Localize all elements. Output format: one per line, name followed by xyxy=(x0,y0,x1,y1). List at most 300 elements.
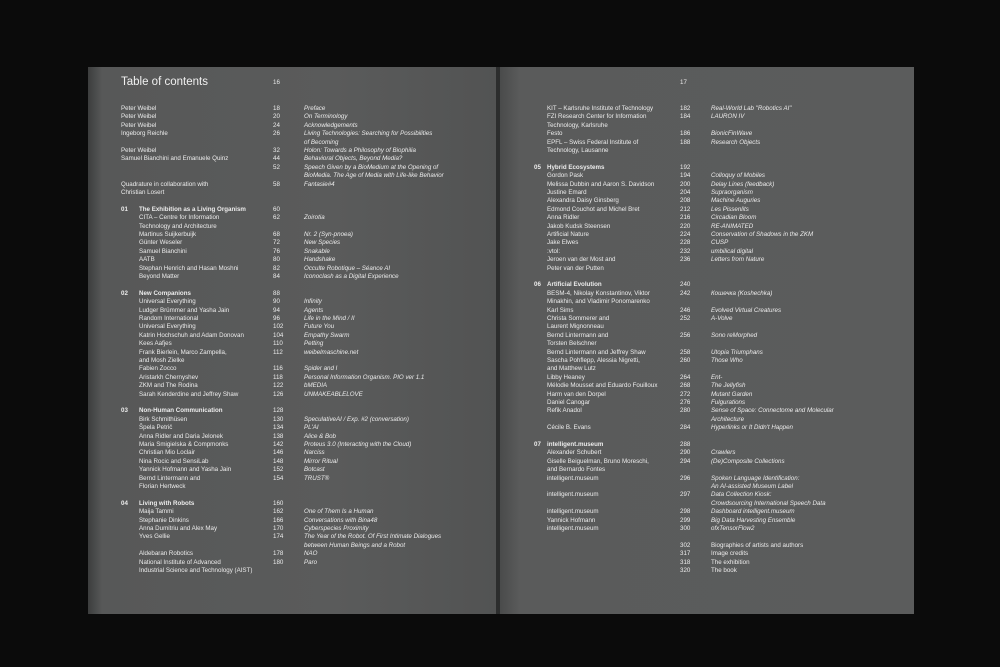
toc-entry xyxy=(534,357,904,365)
toc-entry xyxy=(534,139,904,147)
entry-page: 180 xyxy=(273,558,284,566)
entry-page: 118 xyxy=(273,373,283,381)
toc-entry xyxy=(121,466,491,474)
entry-page: 298 xyxy=(680,508,691,516)
entry-title: NAO xyxy=(304,550,318,558)
toc-entry xyxy=(534,407,904,415)
section-number: 03 xyxy=(121,407,128,415)
toc-entry xyxy=(534,323,904,331)
entry-title: Future You xyxy=(304,323,335,331)
entry-author: Universal Everything xyxy=(139,298,196,306)
entry-page: 76 xyxy=(273,247,280,255)
left-page xyxy=(88,67,498,614)
entry-title: Spoken Language Identification: xyxy=(711,474,800,482)
toc-entry xyxy=(121,424,491,432)
entry-author: Technology, Karlsruhe xyxy=(547,121,608,129)
toc-entry xyxy=(534,214,904,222)
toc-entry xyxy=(534,147,904,155)
entry-page: 146 xyxy=(273,449,284,457)
toc-entry xyxy=(121,231,491,239)
entry-author: Aristarkh Chernyshev xyxy=(139,373,199,381)
entry-title: A-Volve xyxy=(711,315,733,322)
entry-title: Hyperlinks or It Didn't Happen xyxy=(711,424,793,432)
entry-author: Beyond Matter xyxy=(139,273,180,280)
entry-title: between Human Beings and a Robot xyxy=(304,541,406,549)
entry-title: Ent- xyxy=(711,373,723,381)
entry-title: Mirror Ritual xyxy=(304,457,338,465)
entry-page: 96 xyxy=(273,315,280,322)
toc-entry xyxy=(121,281,491,289)
entry-author: Anna Dumitriu and Alex May xyxy=(139,525,218,532)
toc-entry xyxy=(121,206,491,214)
entry-title: Life in the Mind / II xyxy=(304,315,355,322)
toc-entry xyxy=(121,416,491,424)
entry-author: Bernd Lintermann and xyxy=(139,474,201,482)
entry-author: and Matthew Lutz xyxy=(547,365,596,373)
entry-author: Fabien Zocco xyxy=(139,365,177,373)
right-page xyxy=(500,67,914,614)
toc-entry xyxy=(534,113,904,121)
entry-author: Jeroen van der Most and xyxy=(547,256,616,264)
entry-title: Conservation of Shadows in the ZKM xyxy=(711,231,814,238)
toc-entry xyxy=(534,416,904,424)
toc-entry xyxy=(121,483,491,491)
toc-entry xyxy=(534,273,904,281)
toc-entry xyxy=(534,181,904,189)
entry-page: 192 xyxy=(680,163,691,171)
section-number: 06 xyxy=(534,281,541,289)
entry-page: 126 xyxy=(273,390,284,398)
entry-page: 188 xyxy=(680,138,691,146)
entry-author: Samuel Bianchini and Emanuele Quinz xyxy=(121,155,229,163)
toc-entry xyxy=(534,298,904,306)
entry-author: Technology and Architecture xyxy=(139,222,217,230)
toc-entry xyxy=(534,265,904,273)
toc-entry xyxy=(121,525,491,533)
entry-page: 300 xyxy=(680,525,691,532)
entry-title: Iconoclash as a Digital Experience xyxy=(304,273,399,280)
entry-title: Research Objects xyxy=(711,138,761,146)
entry-title: Conversations with Bina48 xyxy=(304,516,378,524)
entry-title: Sono reMorphed xyxy=(711,331,758,339)
entry-title: Architecture xyxy=(711,415,745,423)
entry-author: Christian Losert xyxy=(121,189,165,196)
toc-entry xyxy=(534,281,904,289)
entry-page: 184 xyxy=(680,113,691,121)
toc-entry xyxy=(121,357,491,365)
entry-page: 142 xyxy=(273,441,284,448)
toc-entry xyxy=(121,181,491,189)
entry-title: Preface xyxy=(304,105,326,112)
entry-page: 102 xyxy=(273,323,284,331)
toc-entry xyxy=(121,239,491,247)
entry-title: An AI-assisted Museum Label xyxy=(711,483,793,490)
toc-entry xyxy=(121,550,491,558)
entry-author: intelligent.museum xyxy=(547,508,599,516)
entry-page: 134 xyxy=(273,424,284,432)
entry-author: Technology, Lausanne xyxy=(547,147,609,154)
entry-author: Industrial Science and Technology (AIST) xyxy=(139,567,253,574)
entry-page: 88 xyxy=(273,289,280,297)
entry-page: 280 xyxy=(680,407,691,415)
page-number: 17 xyxy=(680,79,687,86)
toc-entry xyxy=(121,164,491,172)
entry-title: Letters from Nature xyxy=(711,256,765,264)
entry-title: Delay Lines (feedback) xyxy=(711,180,775,188)
entry-author: Yannick Hofmann and Yasha Jain xyxy=(139,466,232,474)
entry-page: 110 xyxy=(273,340,283,348)
toc-entry xyxy=(121,567,491,575)
toc-entry xyxy=(534,197,904,205)
entry-title: Sense of Space: Connectome and Molecular xyxy=(711,407,834,415)
entry-author: Quadrature in collaboration with xyxy=(121,180,209,188)
entry-page: 240 xyxy=(680,281,691,289)
entry-title: Colloquy of Mobiles xyxy=(711,172,765,180)
entry-title: Big Data Harvesting Ensemble xyxy=(711,516,796,524)
entry-author: Bernd Lintermann and xyxy=(547,331,609,339)
section-number: 07 xyxy=(534,441,541,448)
toc-entry xyxy=(121,172,491,180)
entry-page: 246 xyxy=(680,306,691,314)
entry-page: 26 xyxy=(273,130,280,138)
entry-title: Data Collection Kiosk: xyxy=(711,491,772,499)
entry-page: 204 xyxy=(680,189,691,196)
entry-page: 194 xyxy=(680,172,691,180)
toc-entry xyxy=(534,458,904,466)
entry-page: 44 xyxy=(273,155,280,163)
toc-entry xyxy=(121,491,491,499)
section-title: intelligent.museum xyxy=(547,441,604,448)
toc-entry xyxy=(534,189,904,197)
entry-author: Melissa Dubbin and Aaron S. Davidson xyxy=(547,180,655,188)
entry-title: Image credits xyxy=(711,550,749,558)
entry-page: 138 xyxy=(273,432,284,440)
toc-entry xyxy=(534,164,904,172)
entry-author: Bernd Lintermann and Jeffrey Shaw xyxy=(547,348,646,356)
entry-title: Fantasie#4 xyxy=(304,180,335,188)
entry-page: 52 xyxy=(273,163,280,171)
entry-author: Refik Anadol xyxy=(547,407,582,415)
entry-page: 186 xyxy=(680,130,691,138)
entry-author: Edmond Couchot and Michel Bret xyxy=(547,205,640,213)
entry-author: Daniel Canogar xyxy=(547,399,590,406)
entry-author: FZI Research Center for Information xyxy=(547,113,647,121)
toc-entry xyxy=(121,332,491,340)
entry-page: 166 xyxy=(273,516,284,524)
entry-title: Кошечка (Koshechka) xyxy=(711,289,773,297)
entry-author: Frank Bierlein, Marco Zampella, xyxy=(139,348,227,356)
entry-page: 294 xyxy=(680,457,691,465)
toc-entry xyxy=(121,508,491,516)
entry-title: Proteus 3.0 (Interacting with the Cloud) xyxy=(304,441,412,448)
entry-page: 148 xyxy=(273,457,284,465)
entry-page: 152 xyxy=(273,466,284,474)
entry-author: and Mosh Zielke xyxy=(139,357,185,364)
entry-page: 228 xyxy=(680,239,691,247)
entry-page: 260 xyxy=(680,357,691,364)
toc-entry xyxy=(121,399,491,407)
entry-title: Living Technologies: Searching for Possibilities xyxy=(304,130,433,138)
entry-author: Aldebaran Robotics xyxy=(139,550,194,558)
toc-entry xyxy=(121,256,491,264)
entry-title: Evolved Virtual Creatures xyxy=(711,306,782,314)
entry-page: 302 xyxy=(680,541,691,549)
toc-entry xyxy=(534,374,904,382)
entry-page: 130 xyxy=(273,415,284,423)
toc-entry xyxy=(534,466,904,474)
entry-author: Yves Gellie xyxy=(139,533,170,541)
entry-title: Les Pissenlits xyxy=(711,205,749,213)
entry-author: Yannick Hofmann xyxy=(547,516,596,524)
entry-author: Kees Aafjes xyxy=(139,340,172,348)
entry-title: bMEDIA xyxy=(304,382,328,390)
toc-entry xyxy=(121,374,491,382)
entry-author: CITA – Centre for Information xyxy=(139,214,220,222)
entry-author: Stephanie Dinkins xyxy=(139,516,189,524)
entry-title: Utopia Triumphans xyxy=(711,348,763,356)
entry-page: 128 xyxy=(273,407,284,415)
entry-title: Empathy Swarm xyxy=(304,331,350,339)
entry-author: Jakob Kudsk Steensen xyxy=(547,222,611,230)
toc-entry xyxy=(534,256,904,264)
entry-page: 216 xyxy=(680,214,691,222)
entry-page: 276 xyxy=(680,399,691,406)
entry-author: Torsten Belschner xyxy=(547,340,597,348)
toc-entry xyxy=(534,130,904,138)
entry-author: Anna Ridler and Daria Jelonek xyxy=(139,432,223,440)
entry-title: Acknowledgements xyxy=(304,121,358,129)
entry-title: Those Who xyxy=(711,357,743,364)
entry-author: Artificial Nature xyxy=(547,231,589,238)
toc-entry xyxy=(121,533,491,541)
toc-entry xyxy=(121,500,491,508)
entry-author: intelligent.museum xyxy=(547,491,599,499)
toc-entry xyxy=(534,500,904,508)
entry-title: Fulgurations xyxy=(711,399,746,406)
entry-author: Giselle Beiguelman, Bruno Moreschi, xyxy=(547,457,649,465)
entry-author: Christa Sommerer and xyxy=(547,315,610,322)
toc-entry xyxy=(534,223,904,231)
entry-title: umbilical digital xyxy=(711,247,753,255)
entry-author: Karl Sims xyxy=(547,306,574,314)
toc-entry xyxy=(121,307,491,315)
toc-entry xyxy=(121,475,491,483)
toc-entry xyxy=(121,323,491,331)
page-number: 16 xyxy=(273,79,280,86)
entry-title: Crawlers xyxy=(711,449,736,457)
entry-title: Biographies of artists and authors xyxy=(711,541,804,549)
entry-author: Random International xyxy=(139,315,199,322)
entry-author: Maija Tammi xyxy=(139,508,174,516)
toc-entry xyxy=(121,290,491,298)
entry-title: LAURON IV xyxy=(711,113,745,121)
entry-page: 160 xyxy=(273,499,284,507)
entry-title: On Terminology xyxy=(304,113,348,121)
entry-page: 268 xyxy=(680,382,691,390)
entry-title: Botcast xyxy=(304,466,325,474)
entry-page: 58 xyxy=(273,180,280,188)
toc-entry xyxy=(534,550,904,558)
page-title: Table of contents xyxy=(121,76,208,88)
toc-entry xyxy=(121,542,491,550)
entry-page: 288 xyxy=(680,441,691,448)
entry-author: Sascha Pohflepp, Alessia Nigretti, xyxy=(547,357,640,364)
entry-title: Occulte Robotique – Séance AI xyxy=(304,264,391,272)
entry-title: CUSP xyxy=(711,239,729,247)
entry-page: 80 xyxy=(273,256,280,264)
entry-title: Crowdsourcing International Speech Data xyxy=(711,499,826,507)
entry-title: Agents xyxy=(304,306,324,314)
toc-entry xyxy=(121,223,491,231)
entry-page: 94 xyxy=(273,306,280,314)
entry-page: 154 xyxy=(273,474,284,482)
section-number: 05 xyxy=(534,163,541,171)
entry-title: PL'AI xyxy=(304,424,319,432)
entry-author: Peter van der Putten xyxy=(547,264,604,272)
entry-title: Spider and I xyxy=(304,365,338,373)
toc-entry xyxy=(534,567,904,575)
entry-author: Ludger Brümmer and Yasha Jain xyxy=(139,306,230,314)
toc-entry xyxy=(534,349,904,357)
entry-page: 252 xyxy=(680,315,691,322)
toc-entry xyxy=(121,214,491,222)
entry-author: Alexandra Daisy Ginsberg xyxy=(547,197,619,205)
toc-entry xyxy=(534,449,904,457)
entry-page: 290 xyxy=(680,449,691,457)
toc-entry xyxy=(121,147,491,155)
toc-entry xyxy=(534,365,904,373)
toc-entry xyxy=(534,382,904,390)
entry-page: 104 xyxy=(273,331,284,339)
entry-title: Supraorganism xyxy=(711,189,753,196)
entry-author: Anna Ridler xyxy=(547,214,580,222)
toc-entry xyxy=(121,139,491,147)
entry-page: 84 xyxy=(273,273,280,280)
toc-entry xyxy=(121,315,491,323)
entry-author: Martinus Suijkerbuijk xyxy=(139,231,197,238)
entry-title: Speech Given by a BioMedium at the Opening of xyxy=(304,163,439,171)
toc-entry xyxy=(534,315,904,323)
entry-author: Cécile B. Evans xyxy=(547,424,591,432)
entry-author: Gordon Pask xyxy=(547,172,584,180)
toc-entry xyxy=(121,248,491,256)
toc-entry xyxy=(534,542,904,550)
entry-author: Libby Heaney xyxy=(547,373,585,381)
toc-entry xyxy=(534,475,904,483)
toc-entry xyxy=(121,122,491,130)
entry-page: 60 xyxy=(273,205,280,213)
toc-entry xyxy=(534,525,904,533)
entry-page: 24 xyxy=(273,121,280,129)
entry-title: Paro xyxy=(304,558,318,566)
entry-title: Alice & Bob xyxy=(304,432,336,440)
entry-title: Narciss xyxy=(304,449,325,457)
toc-entry xyxy=(121,298,491,306)
entry-page: 174 xyxy=(273,533,284,541)
toc-entry xyxy=(534,332,904,340)
entry-page: 72 xyxy=(273,239,280,247)
entry-author: Justine Emard xyxy=(547,189,587,196)
entry-author: BESM-4, Nikolay Konstantinov, Viktor xyxy=(547,289,650,297)
entry-page: 242 xyxy=(680,289,691,297)
entry-page: 320 xyxy=(680,567,691,574)
entry-author: intelligent.museum xyxy=(547,474,599,482)
entry-title: Infinity xyxy=(304,298,322,306)
toc-entry xyxy=(121,105,491,113)
entry-page: 317 xyxy=(680,550,691,558)
entry-page: 224 xyxy=(680,231,691,238)
toc-entry xyxy=(534,231,904,239)
toc-entry xyxy=(534,340,904,348)
entry-page: 90 xyxy=(273,298,280,306)
entry-title: Circadian Bloom xyxy=(711,214,757,222)
section-title: Hybrid Ecosystems xyxy=(547,163,605,171)
entry-author: Florian Hertweck xyxy=(139,483,186,490)
section-title: Artificial Evolution xyxy=(547,281,602,289)
section-title: Non-Human Communication xyxy=(139,407,223,415)
toc-entry xyxy=(121,197,491,205)
entry-author: Nina Rocic and SensiLab xyxy=(139,457,209,465)
entry-page: 296 xyxy=(680,474,691,482)
entry-title: Handshake xyxy=(304,256,336,264)
entry-page: 256 xyxy=(680,331,691,339)
entry-page: 236 xyxy=(680,256,691,264)
entry-title: The Jellyfish xyxy=(711,382,746,390)
toc-entry xyxy=(121,559,491,567)
toc-entry xyxy=(534,206,904,214)
entry-title: Machine Auguries xyxy=(711,197,761,205)
entry-page: 20 xyxy=(273,113,280,121)
entry-title: (De)Composite Collections xyxy=(711,457,785,465)
toc-entry xyxy=(534,122,904,130)
toc-entry xyxy=(121,449,491,457)
entry-page: 170 xyxy=(273,525,284,532)
toc-entry xyxy=(534,391,904,399)
toc-entry xyxy=(534,105,904,113)
entry-title: weibelmaschine.net xyxy=(304,348,359,356)
entry-page: 68 xyxy=(273,231,280,238)
toc-entry xyxy=(534,399,904,407)
entry-title: BionicFinWave xyxy=(711,130,753,138)
entry-author: Festo xyxy=(547,130,563,138)
toc-entry xyxy=(534,483,904,491)
entry-author: Peter Weibel xyxy=(121,121,157,129)
entry-page: 220 xyxy=(680,222,691,230)
entry-page: 284 xyxy=(680,424,691,432)
entry-title: One of Them Is a Human xyxy=(304,508,374,516)
section-number: 01 xyxy=(121,205,128,213)
entry-title: Personal Information Organism. PIO ver 1.1 xyxy=(304,373,425,381)
entry-author: Günter Weseler xyxy=(139,239,183,247)
entry-title: Cyberspecies Proximity xyxy=(304,525,369,532)
toc-entry xyxy=(121,265,491,273)
entry-author: Katrin Hochschuh and Adam Donovan xyxy=(139,331,244,339)
toc-entry xyxy=(534,424,904,432)
entry-author: Birk Schmithüsen xyxy=(139,415,188,423)
entry-page: 18 xyxy=(273,105,280,112)
entry-page: 299 xyxy=(680,516,691,524)
entry-author: Stephan Henrich and Hasan Moshni xyxy=(139,264,239,272)
entry-author: Universal Everything xyxy=(139,323,196,331)
entry-page: 264 xyxy=(680,373,691,381)
toc-entry xyxy=(121,441,491,449)
entry-page: 122 xyxy=(273,382,284,390)
entry-title: Dashboard intelligent.museum xyxy=(711,508,795,516)
section-title: New Companions xyxy=(139,289,191,297)
toc-entry xyxy=(121,189,491,197)
entry-author: Harm van den Dorpel xyxy=(547,390,606,398)
entry-author: and Bernardo Fontes xyxy=(547,466,606,474)
